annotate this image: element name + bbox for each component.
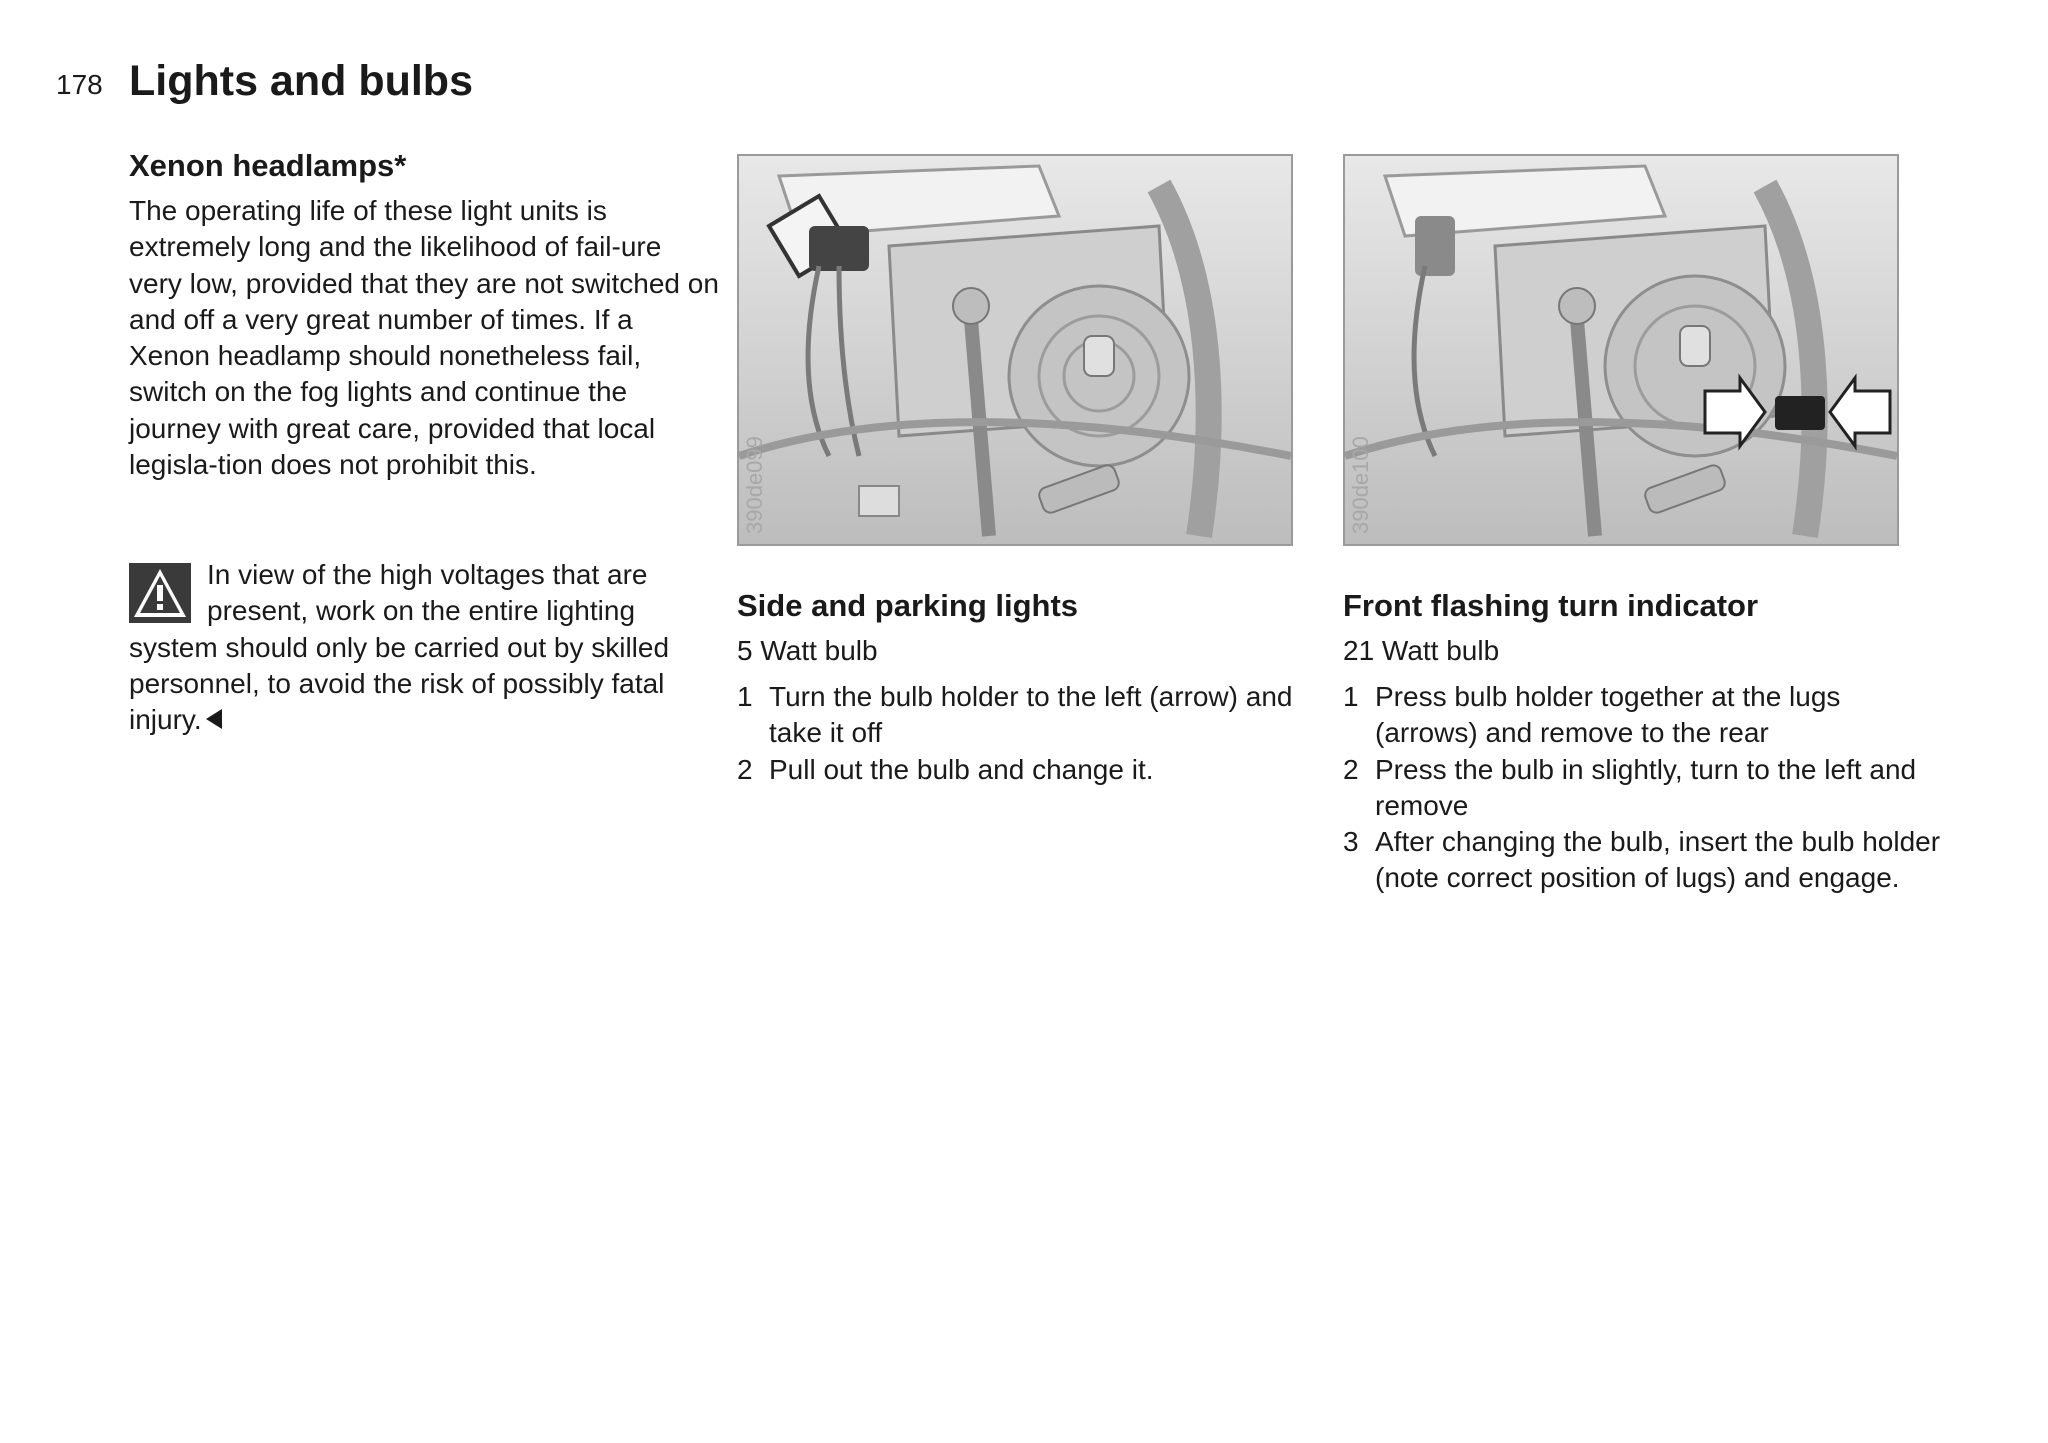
side-parking-steps (737, 679, 1337, 788)
list-item: 2 Pull out the bulb and change it. (737, 753, 1154, 785)
side-parking-bulb: 5 Watt bulb (737, 635, 878, 666)
list-item: 1 Turn the bulb holder to the left (arrow) and take it off (737, 681, 1293, 749)
turn-indicator-bulb: 21 Watt bulb (1343, 635, 1500, 666)
side-parking-photo (737, 154, 1293, 546)
page-title: Lights and bulbs (129, 57, 473, 105)
xenon-heading: Xenon headlamps* (129, 148, 407, 183)
turn-indicator-heading: Front flashing turn indicator (1343, 588, 1759, 623)
xenon-paragraph: The operating life of these light units is extremely long and the likelihood of fail-ure very low, provided that they are not switched on and off a very great number of times. If a Xenon headlamp should nonetheless fail, switch on the fog lights and continue the journey with great care, provided that local legisla-tion does not prohibit this. (129, 195, 719, 481)
list-item: 3 After changing the bulb, insert the bulb holder (note correct position of lugs) and engage. (1343, 826, 1941, 894)
end-triangle-icon (206, 709, 222, 729)
list-item: 1 Press bulb holder together at the lugs (arrows) and remove to the rear (1343, 681, 1841, 749)
photo-id-label: 390de100 (1348, 436, 1373, 534)
warning-text: In view of the high voltages that are present, work on the entire lighting system should only be carried out by skilled personnel, to avoid the risk of possibly fatal injury. (129, 559, 670, 736)
photo-id-label: 390de099 (742, 436, 767, 534)
side-parking-heading: Side and parking lights (737, 588, 1079, 623)
list-item: 2 Press the bulb in slightly, turn to the left and remove (1343, 753, 1917, 821)
warning-triangle-icon (129, 563, 191, 623)
page-number: 178 (56, 69, 103, 100)
turn-indicator-steps (1343, 679, 1943, 897)
warning-note (129, 557, 719, 738)
turn-indicator-photo (1343, 154, 1899, 546)
